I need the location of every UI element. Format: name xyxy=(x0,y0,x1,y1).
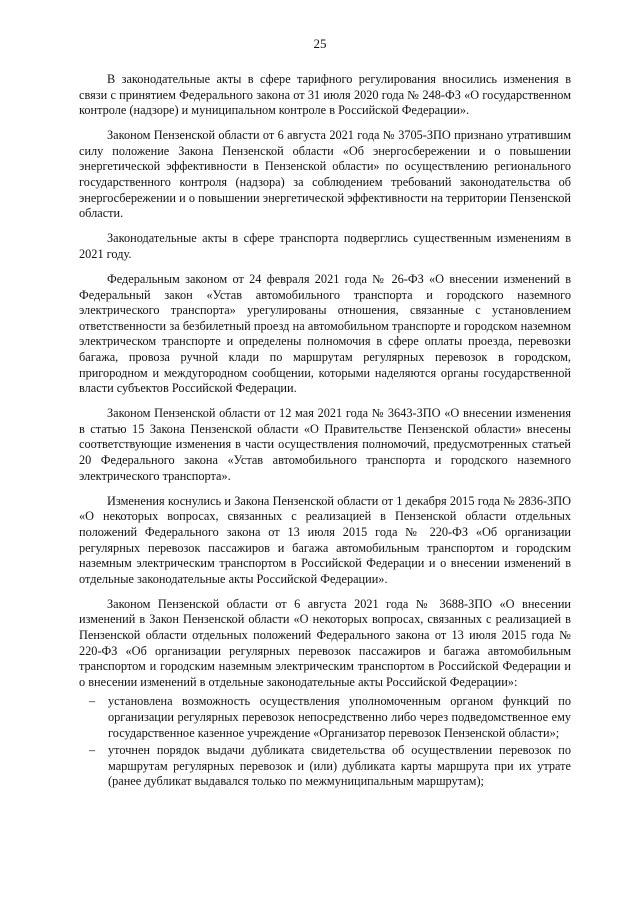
paragraph-tariff-regulation: В законодательные акты в сфере тарифного регулирования вносились изменения в связи с принятием Федерального закона от 31 июля 2020 года № 248-ФЗ «О государственном контроле (надзоре) и муниципальном контроле в Российской Федерации». xyxy=(79,72,571,118)
document-body xyxy=(79,72,571,792)
paragraph-regional-law-3643: Законом Пензенской области от 12 мая 2021 года № 3643-ЗПО «О внесении изменения в статью 15 Закона Пензенской области «О Правительстве Пензенской области» внесены соответствующие изменения в части осуществления полномочий, предусмотренных статьей 20 Федерального закона «Устав автомобильного транспорта и городского наземного электрического транспорта». xyxy=(79,406,571,483)
paragraph-regional-law-2836: Изменения коснулись и Закона Пензенской области от 1 декабря 2015 года № 2836-ЗПО «О некоторых вопросах, связанных с реализацией в Пензенской области отдельных положений Федерального закона от 13 июля 2015 года № 220-ФЗ «Об организации регулярных перевозок пассажиров и багажа автомобильным транспортом и городским наземным электрическим транспортом в Российской Федерации и о внесении изменений в отдельные законодательные акты Российской Федерации». xyxy=(79,493,571,586)
dash-marker: – xyxy=(89,694,96,709)
paragraph-transport-changes: Законодательные акты в сфере транспорта подверглись существенным изменениям в 2021 году. xyxy=(79,231,571,261)
list-item-text: уточнен порядок выдачи дубликата свидетельства об осуществлении перевозок по маршрутам регулярных перевозок и (или) дубликата карты маршрута при их утрате (ранее дубликат выдавался только по межмуниципальным маршрутам); xyxy=(108,743,571,789)
dash-marker: – xyxy=(89,743,96,758)
amendments-list xyxy=(79,694,571,790)
paragraph-federal-law-26fz: Федеральным законом от 24 февраля 2021 года № 26-ФЗ «О внесении изменений в Федеральный закон «Устав автомобильного транспорта и городского наземного электрического транспорта» урегулированы отношения, связанные с установлением ответственности за безбилетный проезд на автомобильном транспорте и городском наземном электрическом транспорте и определены полномочия в сфере оплаты проезда, перевозки багажа, провоза ручной клади по маршрутам регулярных перевозок в городском, пригородном и междугородном сообщении, которыми наделяются органы государственной власти субъектов Российской Федерации. xyxy=(79,272,571,396)
list-item-text: установлена возможность осуществления уполномоченным органом функций по организации регулярных перевозок непосредственно либо через подведомственное ему государственное казенное учреждение «Организатор перевозок Пензенской области»; xyxy=(108,694,571,740)
paragraph-regional-law-3688: Законом Пензенской области от 6 августа 2021 года № 3688-ЗПО «О внесении изменений в Закон Пензенской области «О некоторых вопросах, связанных с реализацией в Пензенской области отдельных положений Федерального закона от 13 июля 2015 года № 220-ФЗ «Об организации регулярных перевозок пассажиров и багажа автомобильным транспортом и городским наземным электрическим транспортом в Российской Федерации и о внесении изменений в отдельные законодательные акты Российской Федерации»: xyxy=(79,596,571,689)
paragraph-energy-saving-law: Законом Пензенской области от 6 августа 2021 года № 3705-ЗПО признано утратившим силу положение Закона Пензенской области «Об энергосбережении и о повышении энергетической эффективности в Пензенской области» по осуществлению регионального государственного контроля (надзора) за соблюдением требований законодательства об энергосбережении и о повышении энергетической эффективности на территории Пензенской области. xyxy=(79,128,571,221)
page-number: 25 xyxy=(313,36,327,51)
list-item xyxy=(79,694,571,741)
list-item xyxy=(79,743,571,790)
